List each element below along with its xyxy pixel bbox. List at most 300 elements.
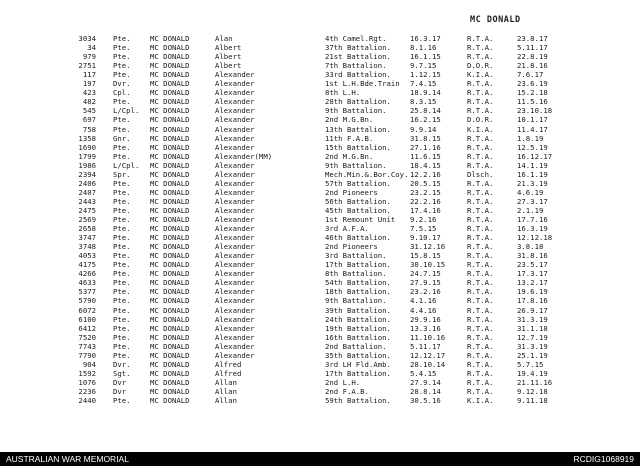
service-number: 7743 [78, 341, 96, 351]
archive-footer [0, 452, 640, 466]
unit: 2nd Pioneers [325, 187, 378, 197]
service-number: 117 [82, 70, 96, 80]
surname: MC DONALD [150, 314, 190, 324]
unit: 37th Battalion. [325, 43, 391, 53]
unit: 17th Battalion. [325, 260, 391, 270]
service-number: 1799 [78, 151, 96, 161]
unit: 59th Battalion. [325, 396, 391, 405]
surname: MC DONALD [150, 341, 190, 351]
rank: Gnr. [113, 133, 131, 143]
surname: MC DONALD [150, 323, 190, 333]
rank: Pte. [113, 205, 131, 215]
surname: MC DONALD [150, 124, 190, 134]
unit: Mech.Min.&.Bor.Coy. [325, 169, 409, 179]
unit: 8th L.H. [325, 88, 361, 98]
service-number: 1690 [78, 142, 96, 152]
fate: R.T.A. [467, 160, 494, 170]
surname: MC DONALD [150, 43, 190, 53]
service-number: 904 [82, 359, 96, 369]
unit: 7th Battalion. [325, 61, 387, 71]
unit: 39th Battalion. [325, 305, 391, 315]
surname: MC DONALD [150, 386, 190, 396]
rank: Pte. [113, 196, 131, 206]
rank: Pte. [113, 323, 131, 333]
unit: 2nd L.H. [325, 377, 361, 387]
enlistment-date: 27.9.15 [410, 278, 441, 288]
enlistment-date: 31.12.16 [410, 242, 446, 252]
enlistment-date: 29.9.16 [410, 314, 441, 324]
rank: Sgt. [113, 368, 131, 378]
unit: 2nd Pioneers [325, 242, 378, 252]
service-number: 2658 [78, 224, 96, 234]
given-name: Alexander [215, 124, 255, 134]
fate-date: 16.1.19 [517, 169, 548, 179]
fate: R.T.A. [467, 368, 494, 378]
surname: MC DONALD [150, 332, 190, 342]
given-name: Alexander [215, 341, 255, 351]
enlistment-date: 4.1.16 [410, 296, 437, 306]
fate-date: 12.7.19 [517, 332, 548, 342]
fate: R.T.A. [467, 178, 494, 188]
enlistment-date: 27.1.16 [410, 142, 441, 152]
unit: 21st Battalion. [325, 52, 391, 62]
given-name: Allan [215, 377, 237, 387]
enlistment-date: 27.9.14 [410, 377, 441, 387]
rank: Pte. [113, 178, 131, 188]
fate: R.T.A. [467, 224, 494, 234]
fate: R.T.A. [467, 43, 494, 53]
enlistment-date: 5.11.17 [410, 341, 441, 351]
service-number: 2394 [78, 169, 96, 179]
fate: D.O.R. [467, 61, 494, 71]
enlistment-date: 12.2.16 [410, 169, 441, 179]
enlistment-date: 23.2.15 [410, 187, 441, 197]
rank: Spr. [113, 169, 131, 179]
fate: R.T.A. [467, 287, 494, 297]
rank: Pte. [113, 314, 131, 324]
given-name: Alexander [215, 278, 255, 288]
fate-date: 1.8.19 [517, 133, 544, 143]
rank: Pte. [113, 52, 131, 62]
rank: Pte. [113, 242, 131, 252]
rank: L/Cpl. [113, 106, 140, 116]
rank: Pte. [113, 34, 131, 43]
service-number: 1076 [78, 377, 96, 387]
fate: R.T.A. [467, 233, 494, 243]
enlistment-date: 23.2.16 [410, 287, 441, 297]
surname: MC DONALD [150, 160, 190, 170]
enlistment-date: 13.3.16 [410, 323, 441, 333]
fate: R.T.A. [467, 386, 494, 396]
fate-date: 25.1.19 [517, 350, 548, 360]
enlistment-date: 12.12.17 [410, 350, 446, 360]
rank: Pte. [113, 287, 131, 297]
surname: MC DONALD [150, 278, 190, 288]
given-name: Alexander [215, 70, 255, 80]
fate: K.I.A. [467, 396, 494, 405]
service-number: 4266 [78, 269, 96, 279]
unit: 9th Battalion. [325, 106, 387, 116]
fate: R.T.A. [467, 260, 494, 270]
enlistment-date: 8.3.15 [410, 97, 437, 107]
unit: 3rd Battalion. [325, 251, 387, 261]
enlistment-date: 16.3.17 [410, 34, 441, 43]
given-name: Alexander [215, 196, 255, 206]
surname-heading: MC DONALD [470, 15, 521, 25]
enlistment-date: 1.12.15 [410, 70, 441, 80]
service-number: 3034 [78, 34, 96, 43]
fate: K.I.A. [467, 70, 494, 80]
fate-date: 31.1.18 [517, 323, 548, 333]
given-name: Alexander [215, 205, 255, 215]
enlistment-date: 9.10.17 [410, 233, 441, 243]
unit: 56th Battalion. [325, 196, 391, 206]
unit: 35th Battalion. [325, 350, 391, 360]
fate-date: 23.5.17 [517, 260, 548, 270]
surname: MC DONALD [150, 260, 190, 270]
fate: R.T.A. [467, 323, 494, 333]
unit: 33rd Battalion. [325, 70, 391, 80]
enlistment-date: 16.2.15 [410, 115, 441, 125]
rank: Dvr. [113, 79, 131, 89]
fate-date: 4.6.19 [517, 187, 544, 197]
fate: R.T.A. [467, 79, 494, 89]
rank: Pte. [113, 233, 131, 243]
fate-date: 26.9.17 [517, 305, 548, 315]
service-number: 2236 [78, 386, 96, 396]
service-number: 5790 [78, 296, 96, 306]
enlistment-date: 25.8.14 [410, 106, 441, 116]
enlistment-date: 30.5.16 [410, 396, 441, 405]
fate-date: 22.8.19 [517, 52, 548, 62]
rank: Pte. [113, 151, 131, 161]
surname: MC DONALD [150, 368, 190, 378]
service-number: 6100 [78, 314, 96, 324]
fate-date: 10.1.17 [517, 115, 548, 125]
fate: R.T.A. [467, 187, 494, 197]
service-number: 979 [82, 52, 96, 62]
rank: Pte. [113, 260, 131, 270]
fate: R.T.A. [467, 34, 494, 43]
rank: Pte. [113, 296, 131, 306]
rank: Pte. [113, 224, 131, 234]
service-number: 3747 [78, 233, 96, 243]
fate-date: 17.8.16 [517, 296, 548, 306]
surname: MC DONALD [150, 305, 190, 315]
unit: 28th Battalion. [325, 97, 391, 107]
surname: MC DONALD [150, 133, 190, 143]
surname: MC DONALD [150, 233, 190, 243]
fate-date: 21.11.16 [517, 377, 553, 387]
surname: MC DONALD [150, 34, 190, 43]
given-name: Alexander [215, 332, 255, 342]
given-name: Alexander(MM) [215, 151, 273, 161]
given-name: Alexander [215, 242, 255, 252]
given-name: Alexander [215, 215, 255, 224]
given-name: Albert [215, 61, 242, 71]
fate: R.T.A. [467, 341, 494, 351]
enlistment-date: 18.4.15 [410, 160, 441, 170]
surname: MC DONALD [150, 169, 190, 179]
rank: Pte. [113, 142, 131, 152]
fate: R.T.A. [467, 305, 494, 315]
fate-date: 16.3.19 [517, 224, 548, 234]
fate: R.T.A. [467, 350, 494, 360]
given-name: Alexander [215, 233, 255, 243]
given-name: Alexander [215, 296, 255, 306]
enlistment-date: 16.1.15 [410, 52, 441, 62]
fate-date: 23.8.17 [517, 34, 548, 43]
surname: MC DONALD [150, 296, 190, 306]
enlistment-date: 7.5.15 [410, 224, 437, 234]
fate-date: 5.11.17 [517, 43, 548, 53]
given-name: Alexander [215, 169, 255, 179]
rank: Pte. [113, 350, 131, 360]
rank: Pte. [113, 269, 131, 279]
unit: 2nd F.A.B. [325, 386, 369, 396]
fate: R.T.A. [467, 52, 494, 62]
fate: R.T.A. [467, 151, 494, 161]
rank: Pte. [113, 43, 131, 53]
fate: R.T.A. [467, 251, 494, 261]
fate-date: 11.5.16 [517, 97, 548, 107]
enlistment-date: 8.1.16 [410, 43, 437, 53]
unit: 16th Battalion. [325, 332, 391, 342]
enlistment-date: 28.8.14 [410, 386, 441, 396]
enlistment-date: 28.10.14 [410, 359, 446, 369]
given-name: Alexander [215, 287, 255, 297]
surname: MC DONALD [150, 52, 190, 62]
unit: 45th Battalion. [325, 205, 391, 215]
service-number: 4053 [78, 251, 96, 261]
fate-date: 7.6.17 [517, 70, 544, 80]
fate: R.T.A. [467, 296, 494, 306]
fate-date: 12.12.18 [517, 233, 553, 243]
surname: MC DONALD [150, 196, 190, 206]
service-number: 4633 [78, 278, 96, 288]
rank: Pte. [113, 97, 131, 107]
given-name: Albert [215, 52, 242, 62]
service-number: 1592 [78, 368, 96, 378]
fate-date: 9.12.18 [517, 386, 548, 396]
service-number: 3748 [78, 242, 96, 252]
service-number: 2406 [78, 178, 96, 188]
given-name: Alexander [215, 305, 255, 315]
fate-date: 5.7.15 [517, 359, 544, 369]
fate: R.T.A. [467, 142, 494, 152]
enlistment-date: 30.10.15 [410, 260, 446, 270]
fate: R.T.A. [467, 269, 494, 279]
rank: Pte. [113, 124, 131, 134]
surname: MC DONALD [150, 70, 190, 80]
service-number: 482 [82, 97, 96, 107]
surname: MC DONALD [150, 178, 190, 188]
rank: Pte. [113, 187, 131, 197]
surname: MC DONALD [150, 106, 190, 116]
roll-row [0, 396, 640, 406]
unit: 3rd A.F.A. [325, 224, 369, 234]
unit: 9th Battalion. [325, 296, 387, 306]
rank: Pte. [113, 61, 131, 71]
enlistment-date: 11.10.16 [410, 332, 446, 342]
rank: Dvr. [113, 359, 131, 369]
fate: R.T.A. [467, 97, 494, 107]
enlistment-date: 9.2.16 [410, 215, 437, 224]
enlistment-date: 31.8.15 [410, 133, 441, 143]
surname: MC DONALD [150, 251, 190, 261]
enlistment-date: 7.4.15 [410, 79, 437, 89]
fate-date: 17.3.17 [517, 269, 548, 279]
unit: 8th Battalion. [325, 269, 387, 279]
service-number: 2440 [78, 396, 96, 405]
unit: 54th Battalion. [325, 278, 391, 288]
surname: MC DONALD [150, 142, 190, 152]
given-name: Alexander [215, 97, 255, 107]
given-name: Alan [215, 34, 233, 43]
given-name: Alexander [215, 224, 255, 234]
rank: Dvr [113, 377, 127, 387]
surname: MC DONALD [150, 88, 190, 98]
surname: MC DONALD [150, 396, 190, 405]
rank: Dvr [113, 386, 127, 396]
fate: Dlsch. [467, 169, 494, 179]
enlistment-date: 4.4.16 [410, 305, 437, 315]
unit: 15th Battalion. [325, 142, 391, 152]
enlistment-date: 24.7.15 [410, 269, 441, 279]
unit: 18th Battalion. [325, 287, 391, 297]
record-id: RCDIG1068919 [573, 454, 634, 464]
fate: R.T.A. [467, 133, 494, 143]
fate: R.T.A. [467, 314, 494, 324]
fate-date: 12.5.19 [517, 142, 548, 152]
rank: Pte. [113, 115, 131, 125]
surname: MC DONALD [150, 187, 190, 197]
service-number: 758 [82, 124, 96, 134]
service-number: 7520 [78, 332, 96, 342]
surname: MC DONALD [150, 377, 190, 387]
fate-date: 21.3.19 [517, 178, 548, 188]
surname: MC DONALD [150, 359, 190, 369]
fate: D.O.R. [467, 115, 494, 125]
given-name: Alexander [215, 160, 255, 170]
fate: R.T.A. [467, 359, 494, 369]
service-number: 1358 [78, 133, 96, 143]
given-name: Allan [215, 396, 237, 405]
given-name: Alfred [215, 359, 242, 369]
service-number: 34 [87, 43, 96, 53]
enlistment-date: 15.8.15 [410, 251, 441, 261]
unit: 2nd M.G.Bn. [325, 151, 374, 161]
unit: 19th Battalion. [325, 323, 391, 333]
fate-date: 19.4.19 [517, 368, 548, 378]
unit: 3rd LH Fld.Amb. [325, 359, 391, 369]
fate: R.T.A. [467, 278, 494, 288]
given-name: Alexander [215, 314, 255, 324]
rank: Pte. [113, 396, 131, 405]
fate-date: 11.4.17 [517, 124, 548, 134]
enlistment-date: 5.4.15 [410, 368, 437, 378]
fate: R.T.A. [467, 196, 494, 206]
given-name: Alexander [215, 251, 255, 261]
service-number: 2475 [78, 205, 96, 215]
fate-date: 31.3.19 [517, 341, 548, 351]
enlistment-date: 17.4.16 [410, 205, 441, 215]
unit: 57th Battalion. [325, 178, 391, 188]
enlistment-date: 18.9.14 [410, 88, 441, 98]
unit: 9th Battalion. [325, 160, 387, 170]
surname: MC DONALD [150, 61, 190, 71]
enlistment-date: 11.6.15 [410, 151, 441, 161]
given-name: Alexander [215, 142, 255, 152]
fate-date: 31.3.19 [517, 314, 548, 324]
given-name: Alexander [215, 106, 255, 116]
surname: MC DONALD [150, 97, 190, 107]
unit: 1st L.H.Bde.Train [325, 79, 400, 89]
fate-date: 17.7.16 [517, 215, 548, 224]
surname: MC DONALD [150, 151, 190, 161]
service-number: 423 [82, 88, 96, 98]
service-number: 2751 [78, 61, 96, 71]
surname: MC DONALD [150, 79, 190, 89]
given-name: Alexander [215, 187, 255, 197]
unit: 4th Camel.Rgt. [325, 34, 387, 43]
fate-date: 27.3.17 [517, 196, 548, 206]
surname: MC DONALD [150, 350, 190, 360]
unit: 13th Battalion. [325, 124, 391, 134]
fate: R.T.A. [467, 106, 494, 116]
given-name: Alexander [215, 323, 255, 333]
service-number: 197 [82, 79, 96, 89]
rank: Cpl. [113, 88, 131, 98]
enlistment-date: 9.7.15 [410, 61, 437, 71]
rank: L/Cpl. [113, 160, 140, 170]
unit: 17th Battalion. [325, 368, 391, 378]
given-name: Allan [215, 386, 237, 396]
surname: MC DONALD [150, 287, 190, 297]
surname: MC DONALD [150, 242, 190, 252]
fate: R.T.A. [467, 377, 494, 387]
fate: R.T.A. [467, 88, 494, 98]
unit: 46th Battalion. [325, 233, 391, 243]
service-number: 6072 [78, 305, 96, 315]
fate: R.T.A. [467, 205, 494, 215]
service-number: 7790 [78, 350, 96, 360]
service-number: 1986 [78, 160, 96, 170]
rank: Pte. [113, 332, 131, 342]
given-name: Alfred [215, 368, 242, 378]
enlistment-date: 20.5.15 [410, 178, 441, 188]
given-name: Alexander [215, 115, 255, 125]
fate-date: 3.8.18 [517, 242, 544, 252]
fate-date: 14.1.19 [517, 160, 548, 170]
fate-date: 23.6.19 [517, 79, 548, 89]
fate-date: 23.10.18 [517, 106, 553, 116]
unit: 11th F.A.B. [325, 133, 374, 143]
fate: R.T.A. [467, 332, 494, 342]
fate-date: 16.12.17 [517, 151, 553, 161]
service-number: 6412 [78, 323, 96, 333]
unit: 2nd M.G.Bn. [325, 115, 374, 125]
rank: Pte. [113, 215, 131, 224]
service-number: 2569 [78, 215, 96, 224]
fate: R.T.A. [467, 215, 494, 224]
fate-date: 31.8.16 [517, 251, 548, 261]
service-number: 545 [82, 106, 96, 116]
given-name: Alexander [215, 88, 255, 98]
rank: Pte. [113, 278, 131, 288]
surname: MC DONALD [150, 269, 190, 279]
surname: MC DONALD [150, 224, 190, 234]
